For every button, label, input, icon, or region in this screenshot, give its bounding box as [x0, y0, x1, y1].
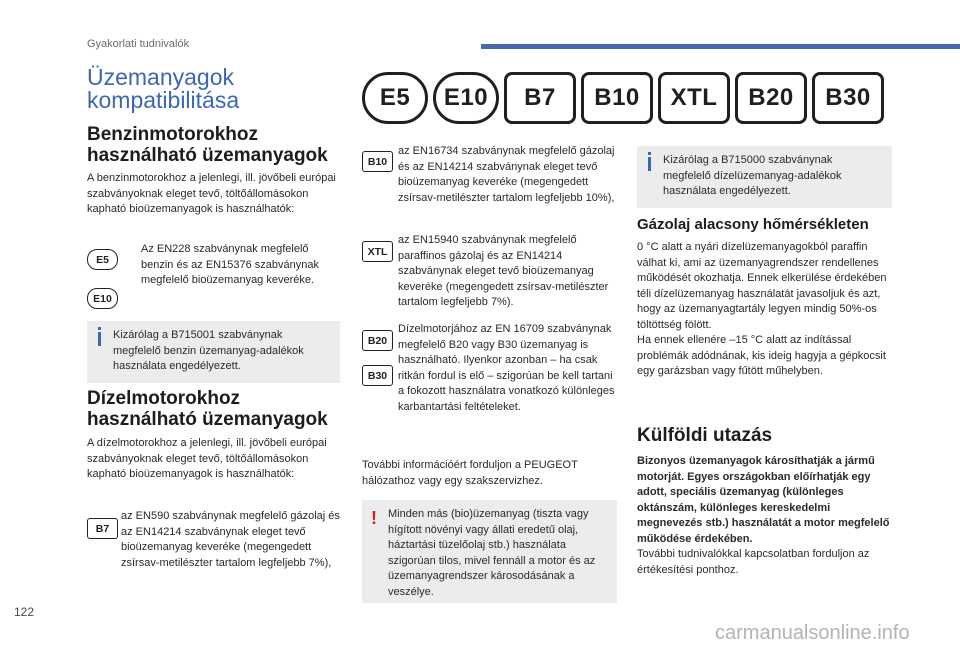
- diesel-note-text: Kizárólag a B715000 szabványnak megfelelő dízelüzemanyag-adalékok használata engedélyezett.: [663, 154, 842, 197]
- b7-icon: B7: [87, 518, 118, 539]
- fuel-badge-row: [362, 72, 884, 124]
- e5-icon: E5: [87, 249, 118, 270]
- watermark: carmanualsonline.info: [715, 622, 910, 644]
- warning-icon: !: [371, 508, 377, 528]
- page-title-line2: kompatibilitása: [87, 87, 240, 113]
- cold-text-2: Ha ennek ellenére –15 °C alatt az indítással problémák adódnának, kis ideig hagyja a gépkocsit egy garázsban vagy fűtött műhelyben.: [637, 334, 886, 377]
- header-rule: [481, 44, 960, 49]
- page-number: 122: [14, 605, 35, 619]
- fuel-badge-e5: E5: [362, 72, 428, 124]
- b30-icon: B30: [362, 365, 393, 386]
- diesel-heading-line2: használható üzemanyagok: [87, 409, 328, 430]
- more-info-text: További információért forduljon a PEUGEOT hálózathoz vagy egy szakszervizhez.: [362, 459, 578, 487]
- page-title: [87, 66, 239, 112]
- gasoline-item-icons: [87, 242, 121, 309]
- fuel-badge-e10: E10: [433, 72, 499, 124]
- diesel-note: [637, 146, 892, 208]
- b20-b30-item-icons: [362, 322, 396, 415]
- gasoline-heading-line2: használható üzemanyagok: [87, 145, 328, 166]
- b7-item: [87, 509, 340, 571]
- info-icon-dot: [98, 327, 101, 330]
- xtl-item-icons: [362, 233, 396, 311]
- abroad-plain-text: További tudnivalókkal kapcsolatban forduljon az értékesítési ponthoz.: [637, 548, 870, 576]
- fuel-badge-b30: B30: [812, 72, 884, 124]
- b10-icon: B10: [362, 151, 393, 172]
- b10-item-icons: [362, 144, 396, 206]
- warning-text: Minden más (bio)üzemanyag (tiszta vagy hígított növényi vagy állati eredetű olaj, háztartási tüzelőolaj stb.) használata szigorúan tilos, mivel fennáll a motor és az üzemanyagrendszer károsodásának a veszélye.: [388, 508, 596, 598]
- fuel-badge-b7: B7: [504, 72, 576, 124]
- cold-text: [637, 240, 892, 380]
- warning-box: [362, 500, 617, 603]
- e10-icon: E10: [87, 288, 118, 309]
- diesel-heading-line1: Dízelmotorokhoz: [87, 388, 241, 409]
- fuel-badge-b20: B20: [735, 72, 807, 124]
- info-icon-dot: [648, 152, 651, 155]
- gasoline-item: [87, 242, 340, 309]
- diesel-intro: A dízelmotorokhoz a jelenlegi, ill. jövőbeli európai szabványoknak eleget tevő, töltőállomásokon kapható bioüzemanyagok is használhatók:: [87, 437, 327, 480]
- b7-text: az EN590 szabványnak megfelelő gázolaj és az EN14214 szabványnak eleget tevő bioüzemanyag keveréke (megengedett zsírsav-metilészter tartalom legfeljebb 7%),: [121, 510, 340, 569]
- b10-item: [362, 144, 617, 206]
- fuel-badge-xtl: XTL: [658, 72, 730, 124]
- gasoline-intro: A benzinmotorokhoz a jelenlegi, ill. jövőbeli európai szabványoknak eleget tevő, töltőállomásokon kapható bioüzemanyagok is használhatók:: [87, 172, 336, 215]
- b20-b30-text: Dízelmotorjához az EN 16709 szabványnak megfelelő B20 vagy B30 üzemanyag is használható. Ilyenkor azonban – ha csak ritkán fordul is elő – szigorúan be kell tartani a fokozott használatra vonatkozó különleges karbantartási feltételeket.: [398, 323, 615, 413]
- info-icon: [648, 157, 651, 171]
- xtl-text: az EN15940 szabványnak megfelelő paraffinos gázolaj és az EN14214 szabványnak eleget tevő bioüzemanyag keveréke (megengedett zsírsav-metilészter tartalom legfeljebb 7%).: [398, 234, 609, 308]
- abroad-heading: Külföldi utazás: [637, 425, 773, 446]
- diesel-heading: [87, 388, 340, 430]
- gasoline-note: [87, 321, 340, 383]
- gasoline-note-text: Kizárólag a B715001 szabványnak megfelelő benzin üzemanyag-adalékok használata engedélyezett.: [113, 329, 304, 372]
- cold-heading: Gázolaj alacsony hőmérsékleten: [637, 216, 869, 233]
- gasoline-item-text: Az EN228 szabványnak megfelelő benzin és az EN15376 szabványnak megfelelő bioüzemanyag keveréke.: [141, 243, 319, 286]
- fuel-badge-b10: B10: [581, 72, 653, 124]
- abroad-text: [637, 454, 892, 578]
- section-label: Gyakorlati tudnivalók: [87, 38, 190, 50]
- b7-item-icons: [87, 509, 121, 571]
- gasoline-heading-line1: Benzinmotorokhoz: [87, 124, 258, 145]
- b10-text: az EN16734 szabványnak megfelelő gázolaj és az EN14214 szabványnak eleget tevő bioüzemanyag keveréke (megengedett zsírsav-metilészter tartalom legfeljebb 10%),: [398, 145, 615, 204]
- cold-text-1: 0 °C alatt a nyári dízelüzemanyagokból paraffin válhat ki, ami az üzemanyagrendszer rendellenes működését okozhatja. Ennek elkerülése érdekében téli dízelüzemanyag használatát javasoljuk és azt, hogy az üzemanyagtartály legyen mindig 50%-os töltöttség fölött.: [637, 241, 887, 331]
- gasoline-heading: [87, 124, 340, 166]
- page-title-line1: Üzemanyagok: [87, 64, 235, 90]
- xtl-icon: XTL: [362, 241, 393, 262]
- xtl-item: [362, 233, 617, 311]
- b20-icon: B20: [362, 330, 393, 351]
- abroad-bold-text: Bizonyos üzemanyagok károsíthatják a jármű motorját. Egyes országokban előírhatják egy adott, speciális üzemanyag (különleges oktánszám, különleges kereskedelmi megnevezés stb.) használatát a motor megfelelő működése érdekében.: [637, 455, 890, 545]
- info-icon: [98, 332, 101, 346]
- b20-b30-item: [362, 322, 617, 415]
